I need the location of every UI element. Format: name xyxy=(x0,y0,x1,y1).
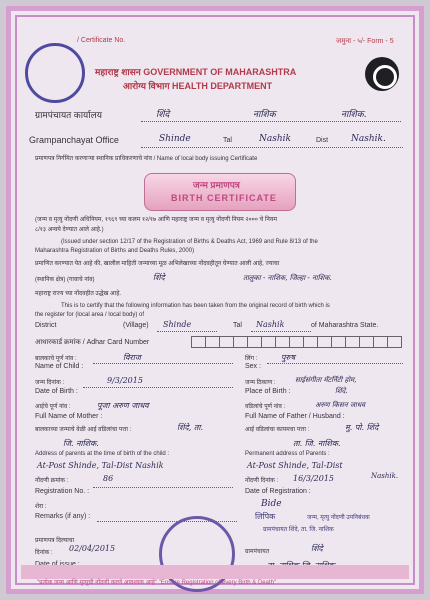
tal-label: Tal xyxy=(233,322,242,329)
address-en-value-2: At-Post Shinde, Tal-Dist xyxy=(247,461,343,470)
office-name-en: Shinde xyxy=(159,134,191,144)
mr-cert-line-2: (स्थानिक क्षेत्र) (गावाचे नांव) xyxy=(35,277,95,283)
mr-issue-line-1: (जन्म व मृत्यु नोंदणी अधिनियम, १९६९ च्या कलम १२/१७ आणि महाराष्ट्र जन्म व मृत्यु नोंदणी नियम २००० चे नियम xyxy=(35,217,277,223)
child-name-label-en: Name of Child : xyxy=(35,363,84,370)
reg-no-label-en: Registration No. : xyxy=(35,488,90,495)
village-value: Shinde xyxy=(163,320,192,329)
en-cert-line-2: the register for (local area / local body) of xyxy=(35,312,145,318)
state-emblem-seal xyxy=(25,43,85,103)
state-text: of Maharashtra State. xyxy=(311,322,379,329)
authority-line: प्रमाणपत्र निर्गमित करणाऱ्या स्थानिक प्राधिकरणाचे नांव / Name of local body issuing Certificate xyxy=(35,156,258,162)
issue-date-label-mr-2: दिनांक : xyxy=(35,550,53,556)
pob-value-1: साईसंगीता मॅटर्निटी होम, xyxy=(295,376,357,384)
mr-taluka-value: तालुका - नाशिक, जिल्हा - नाशिक. xyxy=(243,274,332,282)
father-label-mr: वडिलांचे पूर्ण नांव : xyxy=(245,404,286,410)
issue-date-label-mr: प्रमाणपत्र दिल्याचा xyxy=(35,538,75,544)
government-line: महाराष्ट्र शासन GOVERNMENT OF MAHARASHTRA xyxy=(95,67,297,77)
registrar-line-3: ग्रामपंचायत शिंदे, ता. जि. नाशिक xyxy=(263,527,334,533)
registrar-line-4: ग्रामपंचायत xyxy=(245,549,270,555)
certificate-no-label: / Certificate No. xyxy=(77,37,126,44)
office-dist-mr: नाशिक. xyxy=(341,110,367,120)
pob-label-mr: जन्म ठिकाण : xyxy=(245,380,276,386)
reg-date-label-en: Date of Registration : xyxy=(245,488,311,495)
office-tal-value: Nashik xyxy=(259,134,291,144)
reg-date-extra: Nashik. xyxy=(371,472,399,480)
district-label: District xyxy=(35,322,57,329)
issue-date-value: 02/04/2015 xyxy=(69,544,116,553)
parents-address-label-mr: बालकाच्या जन्माचे वेळी आई वडिलांचा पत्ता : xyxy=(35,427,132,433)
dob-label-en: Date of Birth : xyxy=(35,388,78,395)
en-issue-line-2: Maharashtra Registration of Births and Deaths Rules, 2000) xyxy=(35,248,195,254)
remarks-label-mr: शेरा : xyxy=(35,504,47,510)
mr-cert-line-1: प्रमाणित करण्यात येत आहे की, खालील माहिती जन्माच्या मूळ अभिलेखाच्या नोंदवहीतून घेण्यात आली आहे, ज्याचा xyxy=(35,261,280,267)
registrar-line-1: लिपिक xyxy=(255,512,276,521)
dob-value: 9/3/2015 xyxy=(107,376,143,385)
mother-label-en: Full Name of Mother : xyxy=(35,413,103,420)
permanent-address-label-mr: आई वडिलांचा कायमचा पत्ता : xyxy=(245,427,310,433)
tal-value: Nashik xyxy=(256,320,285,329)
health-logo-icon xyxy=(365,57,399,91)
mr-issue-line-2: ८/१३ अन्वये देण्यात आले आहे.) xyxy=(35,227,104,233)
footer-text: "प्रत्येक जन्म आणि मृत्यूची नोंदणी करणे आवश्यक आहे" "Ensure Registration of every Birth & Death" xyxy=(37,580,277,586)
reg-date-value: 16/3/2015 xyxy=(293,474,335,483)
registrar-line-5: शिंदे xyxy=(311,544,323,553)
aadhar-label: आधारकार्ड क्रमांक / Adhar Card Number xyxy=(35,339,150,346)
form-label: जमुना - ५/- Form - 5 xyxy=(336,38,394,45)
sex-label-en: Sex : xyxy=(245,363,261,370)
title-mr: जन्म प्रमाणपत्र xyxy=(193,180,240,190)
registrar-line-2: जन्म, मृत्यु नोंदणी उपनिबंधक xyxy=(307,515,370,521)
remarks-label-en: Remarks (if any) : xyxy=(35,513,91,520)
parents-address-label-en: Address of parents at the time of birth of the child : xyxy=(35,451,170,457)
en-issue-line-1: (Issued under section 12/17 of the Registration of Births & Deaths Act, 1969 and Rule 8/13 of the xyxy=(61,239,318,245)
pob-value-2: शिंदे. xyxy=(335,387,348,395)
en-cert-line-1: This is to certify that the following information has been taken from the original record of birth which is xyxy=(61,303,330,309)
mother-value: पूजा अरुण जाधव xyxy=(97,401,149,410)
mr-cert-line-3: महाराष्ट्र राज्य च्या नोंदवहीत उद्धेख आहे. xyxy=(35,291,122,297)
father-label-en: Full Name of Father / Husband : xyxy=(245,413,345,420)
sex-value: पुरुष xyxy=(281,353,295,362)
permanent-address-value-2: ता. जि. नाशिक. xyxy=(293,439,341,448)
address-en-value-1: At-Post Shinde, Tal-Dist Nashik xyxy=(37,461,164,470)
grampanchayat-label-en: Grampanchayat Office xyxy=(29,135,119,145)
footer-band xyxy=(21,565,409,579)
title-en: BIRTH CERTIFICATE xyxy=(171,193,277,203)
child-name-label-mr: बालकाचे पूर्ण नांव : xyxy=(35,356,77,362)
mother-label-mr: आईचे पूर्ण नांव : xyxy=(35,404,71,410)
office-tal-label: Tal xyxy=(223,137,232,144)
sex-label-mr: लिंग : xyxy=(245,356,258,362)
office-tal-mr: नाशिक xyxy=(253,110,276,120)
office-dist-value: Nashik. xyxy=(351,134,386,144)
reg-date-label-mr: नोंदणी दिनांक : xyxy=(245,478,279,484)
grampanchayat-label-mr: ग्रामपंचायत कार्यालय xyxy=(35,110,102,120)
child-name-value: विराज xyxy=(123,353,141,362)
parents-address-value-2: जि. नाशिक. xyxy=(63,439,99,448)
reg-no-value: 86 xyxy=(103,474,114,483)
health-department-line: आरोग्य विभाग HEALTH DEPARTMENT xyxy=(123,81,273,91)
permanent-address-value-1: मु. पो. शिंदे xyxy=(345,423,379,432)
village-label: (Village) xyxy=(123,322,149,329)
dob-label-mr: जन्म दिनांक : xyxy=(35,380,65,386)
mr-village-value: शिंदे xyxy=(153,273,165,282)
permanent-address-label-en: Permanent address of Parents : xyxy=(245,451,330,457)
signature: Bide xyxy=(261,499,282,509)
reg-no-label-mr: नोंदणी क्रमांक : xyxy=(35,478,69,484)
certificate-sheet xyxy=(6,6,424,594)
office-name-mr: शिंदे xyxy=(156,110,170,120)
father-value: अरुण किसन जाधव xyxy=(315,401,366,409)
pob-label-en: Place of Birth : xyxy=(245,388,291,395)
office-dist-label: Dist xyxy=(316,137,329,144)
parents-address-value-1: शिंदे, ता. xyxy=(177,423,204,432)
inner-border xyxy=(15,15,415,585)
